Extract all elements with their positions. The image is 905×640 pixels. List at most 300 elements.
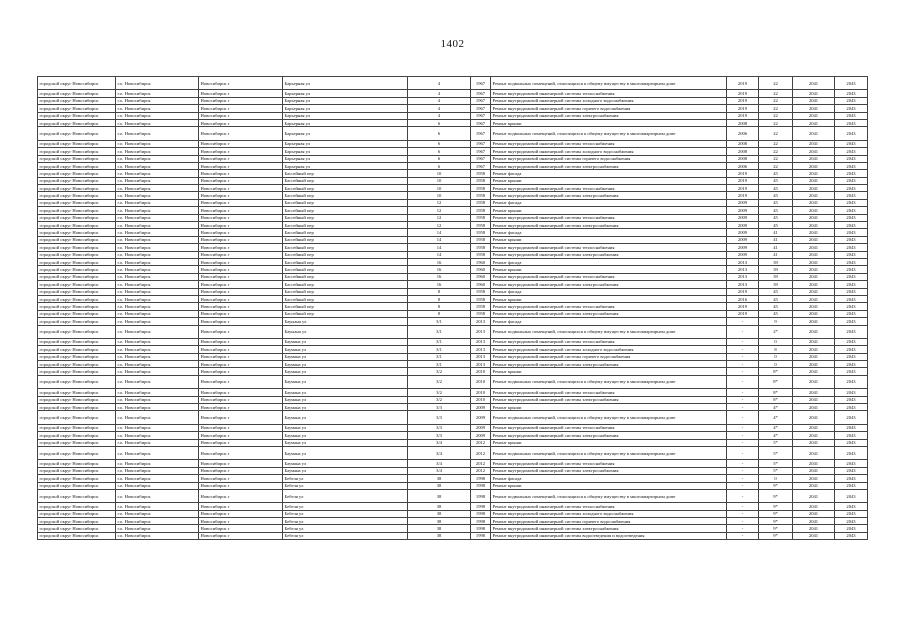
cell-settlement: Новосибирск г	[199, 97, 283, 104]
cell-street: Барьерная ул	[283, 90, 408, 97]
cell-settlement: Новосибирск г	[199, 424, 283, 431]
cell-plan-end-year: 2043	[835, 273, 868, 280]
cell-plan-start-year: 2041	[793, 375, 835, 388]
table-row	[38, 432, 868, 439]
cell-municipality: городской округ Новосибирск	[38, 396, 116, 403]
cell-wear-percent: 9*	[759, 503, 793, 510]
cell-district: г.о. Новосибирск	[116, 162, 199, 169]
cell-work-type: Ремонт внутридомовой инженерной системы электроснабжения	[491, 222, 727, 229]
cell-plan-end-year: 2043	[835, 177, 868, 184]
cell-last-repair-year: -	[727, 503, 759, 510]
cell-district: г.о. Новосибирск	[116, 288, 199, 295]
cell-district: г.о. Новосибирск	[116, 518, 199, 525]
cell-street: Барьерная ул	[283, 140, 408, 147]
cell-last-repair-year: 2013	[727, 258, 759, 265]
cell-street: Бассейный пер	[283, 199, 408, 206]
cell-street: Бебеля ул	[283, 503, 408, 510]
table-row	[38, 119, 868, 126]
cell-work-type: Ремонт внутридомовой инженерной системы теплоснабжения	[491, 140, 727, 147]
cell-wear-percent: 22	[759, 97, 793, 104]
cell-settlement: Новосибирск г	[199, 244, 283, 251]
cell-plan-end-year: 2043	[835, 361, 868, 368]
cell-settlement: Новосибирск г	[199, 432, 283, 439]
cell-street: Барьерная ул	[283, 148, 408, 155]
cell-municipality: городской округ Новосибирск	[38, 273, 116, 280]
cell-municipality: городской округ Новосибирск	[38, 148, 116, 155]
cell-build-year: 1967	[471, 90, 491, 97]
cell-house-number: 3/3	[408, 432, 471, 439]
cell-settlement: Новосибирск г	[199, 361, 283, 368]
cell-settlement: Новосибирск г	[199, 295, 283, 302]
cell-district: г.о. Новосибирск	[116, 432, 199, 439]
cell-build-year: 2013	[471, 346, 491, 353]
cell-house-number: 3/1	[408, 346, 471, 353]
cell-build-year: 2010	[471, 368, 491, 375]
cell-plan-start-year: 2041	[793, 532, 835, 539]
cell-build-year: 1958	[471, 214, 491, 221]
cell-plan-start-year: 2041	[793, 199, 835, 206]
cell-plan-start-year: 2041	[793, 177, 835, 184]
cell-wear-percent: 22	[759, 105, 793, 112]
cell-plan-end-year: 2043	[835, 199, 868, 206]
cell-street: Бассейный пер	[283, 310, 408, 317]
table-row	[38, 503, 868, 510]
table-row	[38, 295, 868, 302]
cell-build-year: 1958	[471, 177, 491, 184]
cell-settlement: Новосибирск г	[199, 489, 283, 502]
cell-plan-end-year: 2043	[835, 467, 868, 474]
cell-last-repair-year: 2008	[727, 148, 759, 155]
cell-house-number: 10	[408, 177, 471, 184]
cell-build-year: 1967	[471, 127, 491, 140]
cell-work-type: Ремонт внутридомовой инженерной системы теплоснабжения	[491, 185, 727, 192]
cell-work-type: Ремонт подвальных помещений, относящихся к общему имуществу в многоквартирном доме	[491, 77, 727, 90]
cell-street: Баумана ул	[283, 353, 408, 360]
cell-house-number: 38	[408, 489, 471, 502]
cell-plan-start-year: 2041	[793, 244, 835, 251]
cell-wear-percent: 22	[759, 119, 793, 126]
table-row	[38, 162, 868, 169]
cell-build-year: 1998	[471, 510, 491, 517]
cell-house-number: 10	[408, 192, 471, 199]
cell-plan-end-year: 2043	[835, 288, 868, 295]
cell-build-year: 2012	[471, 446, 491, 459]
cell-build-year: 1958	[471, 288, 491, 295]
cell-work-type: Ремонт внутридомовой инженерной системы теплоснабжения	[491, 214, 727, 221]
cell-plan-start-year: 2041	[793, 273, 835, 280]
cell-work-type: Ремонт крыши	[491, 177, 727, 184]
cell-build-year: 1958	[471, 185, 491, 192]
cell-house-number: 12	[408, 222, 471, 229]
cell-plan-start-year: 2041	[793, 185, 835, 192]
cell-street: Бассейный пер	[283, 303, 408, 310]
cell-last-repair-year: -	[727, 482, 759, 489]
cell-plan-start-year: 2041	[793, 338, 835, 345]
cell-plan-end-year: 2043	[835, 525, 868, 532]
cell-work-type: Ремонт фасада	[491, 318, 727, 325]
cell-street: Бассейный пер	[283, 258, 408, 265]
table-row	[38, 105, 868, 112]
table-row	[38, 273, 868, 280]
cell-district: г.о. Новосибирск	[116, 503, 199, 510]
cell-build-year: 2010	[471, 389, 491, 396]
cell-street: Барьерная ул	[283, 105, 408, 112]
table-row	[38, 411, 868, 424]
cell-settlement: Новосибирск г	[199, 375, 283, 388]
cell-plan-end-year: 2043	[835, 424, 868, 431]
cell-build-year: 1958	[471, 170, 491, 177]
cell-wear-percent: 9*	[759, 510, 793, 517]
cell-plan-end-year: 2043	[835, 105, 868, 112]
table-row	[38, 475, 868, 482]
cell-street: Барьерная ул	[283, 97, 408, 104]
cell-last-repair-year: 2013	[727, 266, 759, 273]
cell-work-type: Ремонт внутридомовой инженерной системы теплоснабжения	[491, 389, 727, 396]
cell-settlement: Новосибирск г	[199, 90, 283, 97]
cell-municipality: городской округ Новосибирск	[38, 518, 116, 525]
cell-wear-percent: 41	[759, 236, 793, 243]
cell-district: г.о. Новосибирск	[116, 368, 199, 375]
table-row	[38, 532, 868, 539]
cell-plan-start-year: 2041	[793, 346, 835, 353]
cell-wear-percent: 9*	[759, 489, 793, 502]
table-row	[38, 389, 868, 396]
cell-plan-start-year: 2041	[793, 222, 835, 229]
cell-wear-percent: 0	[759, 338, 793, 345]
cell-settlement: Новосибирск г	[199, 503, 283, 510]
cell-street: Бассейный пер	[283, 288, 408, 295]
cell-wear-percent: 8	[759, 346, 793, 353]
table-row	[38, 192, 868, 199]
cell-municipality: городской округ Новосибирск	[38, 510, 116, 517]
cell-plan-end-year: 2043	[835, 375, 868, 388]
cell-plan-start-year: 2041	[793, 214, 835, 221]
cell-street: Баумана ул	[283, 346, 408, 353]
cell-work-type: Ремонт фасада	[491, 170, 727, 177]
table-row	[38, 424, 868, 431]
cell-plan-end-year: 2043	[835, 532, 868, 539]
cell-work-type: Ремонт крыши	[491, 119, 727, 126]
cell-wear-percent: 5*	[759, 439, 793, 446]
cell-last-repair-year: 2009	[727, 222, 759, 229]
cell-street: Бауыана ул	[283, 325, 408, 338]
cell-last-repair-year: 2006	[727, 162, 759, 169]
cell-plan-end-year: 2043	[835, 510, 868, 517]
cell-house-number: 3/3	[408, 404, 471, 411]
cell-district: г.о. Новосибирск	[116, 446, 199, 459]
cell-municipality: городской округ Новосибирск	[38, 338, 116, 345]
cell-municipality: городской округ Новосибирск	[38, 353, 116, 360]
cell-settlement: Новосибирск г	[199, 222, 283, 229]
cell-last-repair-year: 2016	[727, 295, 759, 302]
cell-last-repair-year: -	[727, 338, 759, 345]
cell-street: Баумана ул	[283, 368, 408, 375]
cell-wear-percent: 39	[759, 273, 793, 280]
cell-plan-start-year: 2041	[793, 389, 835, 396]
cell-house-number: 14	[408, 236, 471, 243]
cell-last-repair-year: -	[727, 475, 759, 482]
cell-wear-percent: 22	[759, 162, 793, 169]
cell-build-year: 1998	[471, 482, 491, 489]
cell-work-type: Ремонт внутридомовой инженерной системы электроснабжения	[491, 467, 727, 474]
cell-district: г.о. Новосибирск	[116, 251, 199, 258]
cell-district: г.о. Новосибирск	[116, 389, 199, 396]
cell-wear-percent: 22	[759, 90, 793, 97]
cell-district: г.о. Новосибирск	[116, 192, 199, 199]
cell-house-number: 38	[408, 518, 471, 525]
cell-last-repair-year: 2019	[727, 185, 759, 192]
cell-last-repair-year: 2019	[727, 177, 759, 184]
cell-house-number: 3/2	[408, 396, 471, 403]
cell-settlement: Новосибирск г	[199, 148, 283, 155]
cell-house-number: 3/1	[408, 353, 471, 360]
cell-street: Бебеля ул	[283, 510, 408, 517]
cell-settlement: Новосибирск г	[199, 475, 283, 482]
cell-plan-end-year: 2043	[835, 310, 868, 317]
cell-last-repair-year: -	[727, 361, 759, 368]
cell-settlement: Новосибирск г	[199, 446, 283, 459]
cell-plan-start-year: 2041	[793, 475, 835, 482]
cell-last-repair-year: 2008	[727, 155, 759, 162]
table-row	[38, 482, 868, 489]
cell-last-repair-year: 2019	[727, 192, 759, 199]
cell-house-number: 12	[408, 199, 471, 206]
table-row	[38, 236, 868, 243]
cell-municipality: городской округ Новосибирск	[38, 489, 116, 502]
cell-district: г.о. Новосибирск	[116, 127, 199, 140]
cell-district: г.о. Новосибирск	[116, 424, 199, 431]
cell-last-repair-year: -	[727, 396, 759, 403]
cell-work-type: Ремонт внутридомовой инженерной системы холодного водоснабжения	[491, 97, 727, 104]
cell-plan-start-year: 2041	[793, 236, 835, 243]
cell-street: Бассейный пер	[283, 244, 408, 251]
cell-municipality: городской округ Новосибирск	[38, 170, 116, 177]
table-row	[38, 244, 868, 251]
table-row	[38, 446, 868, 459]
cell-plan-start-year: 2041	[793, 119, 835, 126]
cell-district: г.о. Новосибирск	[116, 199, 199, 206]
cell-district: г.о. Новосибирск	[116, 77, 199, 90]
cell-build-year: 1958	[471, 251, 491, 258]
cell-settlement: Новосибирск г	[199, 192, 283, 199]
cell-last-repair-year: 2013	[727, 273, 759, 280]
cell-district: г.о. Новосибирск	[116, 90, 199, 97]
cell-settlement: Новосибирск г	[199, 404, 283, 411]
cell-last-repair-year: 2013	[727, 281, 759, 288]
cell-settlement: Новосибирск г	[199, 338, 283, 345]
cell-work-type: Ремонт внутридомовой инженерной системы теплоснабжения	[491, 90, 727, 97]
capital-repair-table	[37, 76, 868, 540]
table-row	[38, 222, 868, 229]
cell-house-number: 14	[408, 251, 471, 258]
cell-street: Барьерная ул	[283, 77, 408, 90]
table-body	[38, 77, 868, 540]
cell-build-year: 2013	[471, 338, 491, 345]
cell-house-number: 16	[408, 258, 471, 265]
cell-last-repair-year: -	[727, 404, 759, 411]
cell-house-number: 38	[408, 503, 471, 510]
cell-work-type: Ремонт внутридомовой инженерной системы горячего водоснабжения	[491, 155, 727, 162]
cell-plan-end-year: 2043	[835, 281, 868, 288]
table-row	[38, 510, 868, 517]
cell-plan-end-year: 2043	[835, 303, 868, 310]
cell-build-year: 1958	[471, 236, 491, 243]
table-row	[38, 318, 868, 325]
cell-plan-start-year: 2041	[793, 266, 835, 273]
page-number: 1402	[440, 38, 465, 50]
cell-wear-percent: 8*	[759, 375, 793, 388]
cell-municipality: городской округ Новосибирск	[38, 525, 116, 532]
cell-plan-start-year: 2041	[793, 424, 835, 431]
cell-plan-start-year: 2041	[793, 295, 835, 302]
cell-house-number: 3/4	[408, 446, 471, 459]
cell-wear-percent: 4*	[759, 424, 793, 431]
cell-settlement: Новосибирск г	[199, 162, 283, 169]
cell-municipality: городской округ Новосибирск	[38, 389, 116, 396]
table-row	[38, 77, 868, 90]
cell-build-year: 2009	[471, 432, 491, 439]
cell-wear-percent: 41	[759, 251, 793, 258]
cell-last-repair-year: 2019	[727, 170, 759, 177]
cell-district: г.о. Новосибирск	[116, 396, 199, 403]
cell-build-year: 1967	[471, 77, 491, 90]
cell-plan-end-year: 2043	[835, 148, 868, 155]
cell-house-number: 3/2	[408, 368, 471, 375]
cell-build-year: 1960	[471, 273, 491, 280]
cell-district: г.о. Новосибирск	[116, 532, 199, 539]
table-row	[38, 368, 868, 375]
cell-settlement: Новосибирск г	[199, 396, 283, 403]
cell-last-repair-year: -	[727, 439, 759, 446]
cell-build-year: 1958	[471, 192, 491, 199]
cell-house-number: 4	[408, 112, 471, 119]
cell-street: Баумана ул	[283, 467, 408, 474]
cell-district: г.о. Новосибирск	[116, 148, 199, 155]
cell-plan-start-year: 2041	[793, 288, 835, 295]
cell-house-number: 3/3	[408, 411, 471, 424]
cell-build-year: 1998	[471, 525, 491, 532]
table-row	[38, 325, 868, 338]
cell-house-number: 3/4	[408, 460, 471, 467]
cell-wear-percent: 9*	[759, 518, 793, 525]
cell-wear-percent: 45	[759, 310, 793, 317]
cell-house-number: 38	[408, 482, 471, 489]
cell-plan-end-year: 2043	[835, 119, 868, 126]
cell-plan-end-year: 2043	[835, 170, 868, 177]
cell-last-repair-year: -	[727, 467, 759, 474]
cell-build-year: 1967	[471, 140, 491, 147]
cell-work-type: Ремонт крыши	[491, 439, 727, 446]
table-row	[38, 361, 868, 368]
cell-plan-end-year: 2043	[835, 222, 868, 229]
cell-wear-percent: 45	[759, 222, 793, 229]
table-row	[38, 251, 868, 258]
cell-street: Барьерная ул	[283, 127, 408, 140]
cell-plan-end-year: 2043	[835, 140, 868, 147]
cell-district: г.о. Новосибирск	[116, 325, 199, 338]
table-row	[38, 185, 868, 192]
table-row	[38, 127, 868, 140]
cell-wear-percent: 9	[759, 318, 793, 325]
cell-work-type: Ремонт крыши	[491, 368, 727, 375]
cell-house-number: 8	[408, 288, 471, 295]
table-row	[38, 148, 868, 155]
cell-wear-percent: 45	[759, 288, 793, 295]
cell-work-type: Ремонт внутридомовой инженерной системы электроснабжения	[491, 192, 727, 199]
cell-settlement: Новосибирск г	[199, 411, 283, 424]
cell-plan-end-year: 2043	[835, 127, 868, 140]
cell-house-number: 10	[408, 170, 471, 177]
cell-municipality: городской округ Новосибирск	[38, 439, 116, 446]
cell-build-year: 1998	[471, 489, 491, 502]
cell-last-repair-year: 2019	[727, 97, 759, 104]
cell-last-repair-year: 2009	[727, 244, 759, 251]
cell-street: Баумана ул	[283, 439, 408, 446]
cell-plan-end-year: 2043	[835, 155, 868, 162]
cell-plan-end-year: 2043	[835, 389, 868, 396]
cell-house-number: 4	[408, 105, 471, 112]
cell-street: Бассейный пер	[283, 236, 408, 243]
cell-work-type: Ремонт внутридомовой инженерной системы теплоснабжения	[491, 244, 727, 251]
cell-house-number: 3/1	[408, 361, 471, 368]
cell-municipality: городской округ Новосибирск	[38, 446, 116, 459]
cell-municipality: городской округ Новосибирск	[38, 177, 116, 184]
cell-municipality: городской округ Новосибирск	[38, 127, 116, 140]
cell-plan-start-year: 2041	[793, 518, 835, 525]
cell-street: Баумана ул	[283, 460, 408, 467]
cell-work-type: Ремонт внутридомовой инженерной системы теплоснабжения	[491, 338, 727, 345]
cell-work-type: Ремонт внутридомовой инженерной системы холодного водоснабжения	[491, 510, 727, 517]
cell-district: г.о. Новосибирск	[116, 310, 199, 317]
cell-house-number: 38	[408, 475, 471, 482]
cell-street: Барьерная ул	[283, 162, 408, 169]
cell-settlement: Новосибирск г	[199, 310, 283, 317]
cell-wear-percent: 4*	[759, 411, 793, 424]
table-row	[38, 207, 868, 214]
cell-settlement: Новосибирск г	[199, 112, 283, 119]
cell-settlement: Новосибирск г	[199, 236, 283, 243]
cell-settlement: Новосибирск г	[199, 353, 283, 360]
cell-street: Баумана ул	[283, 361, 408, 368]
cell-settlement: Новосибирск г	[199, 518, 283, 525]
cell-wear-percent: 4*	[759, 404, 793, 411]
cell-house-number: 3/1	[408, 318, 471, 325]
cell-district: г.о. Новосибирск	[116, 460, 199, 467]
cell-district: г.о. Новосибирск	[116, 244, 199, 251]
cell-build-year: 2013	[471, 318, 491, 325]
cell-municipality: городской округ Новосибирск	[38, 112, 116, 119]
cell-wear-percent: 41	[759, 229, 793, 236]
cell-plan-end-year: 2043	[835, 207, 868, 214]
cell-settlement: Новосибирск г	[199, 281, 283, 288]
cell-municipality: городской округ Новосибирск	[38, 199, 116, 206]
cell-municipality: городской округ Новосибирск	[38, 310, 116, 317]
cell-plan-end-year: 2043	[835, 258, 868, 265]
cell-municipality: городской округ Новосибирск	[38, 119, 116, 126]
cell-plan-end-year: 2043	[835, 475, 868, 482]
cell-plan-end-year: 2043	[835, 295, 868, 302]
cell-plan-end-year: 2043	[835, 266, 868, 273]
cell-plan-start-year: 2041	[793, 411, 835, 424]
cell-house-number: 14	[408, 229, 471, 236]
table-row	[38, 266, 868, 273]
cell-house-number: 38	[408, 525, 471, 532]
cell-plan-start-year: 2041	[793, 303, 835, 310]
cell-house-number: 3/1	[408, 338, 471, 345]
cell-plan-end-year: 2043	[835, 325, 868, 338]
cell-municipality: городской округ Новосибирск	[38, 214, 116, 221]
cell-district: г.о. Новосибирск	[116, 140, 199, 147]
